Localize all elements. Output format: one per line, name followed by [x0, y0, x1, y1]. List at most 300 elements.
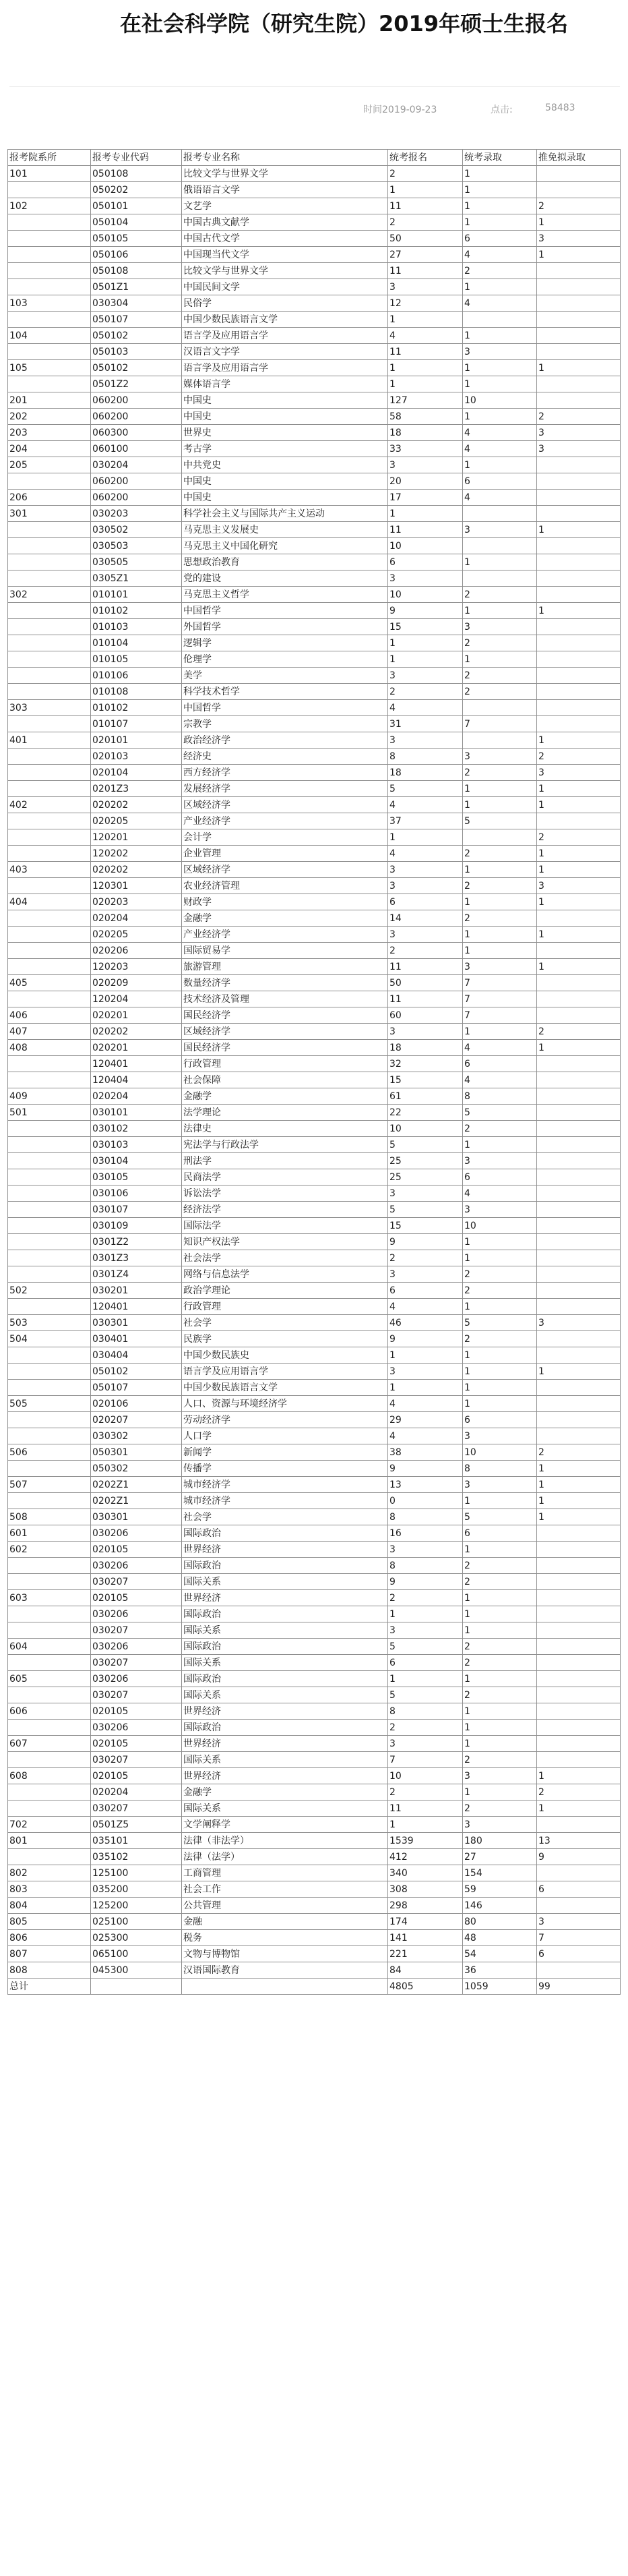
dept-cell [8, 943, 91, 959]
recommended-cell [537, 1331, 621, 1347]
admitted-cell: 6 [463, 1525, 537, 1542]
dept-cell: 101 [8, 166, 91, 182]
applicants-cell: 2 [388, 1720, 463, 1736]
major-name-cell: 会计学 [182, 829, 388, 846]
major-code-cell: 030207 [91, 1687, 182, 1703]
table-row [8, 1266, 621, 1283]
major-name-cell: 社会工作 [182, 1881, 388, 1898]
major-name-cell: 金融学 [182, 910, 388, 927]
table-row [8, 1428, 621, 1444]
applicants-cell: 5 [388, 1639, 463, 1655]
table-row [8, 1558, 621, 1574]
column-header: 统考录取 [463, 150, 537, 166]
recommended-cell: 1 [537, 360, 621, 376]
table-row [8, 1752, 621, 1768]
dept-cell [8, 376, 91, 392]
major-code-cell: 060200 [91, 473, 182, 490]
applicants-cell: 1539 [388, 1833, 463, 1849]
major-code-cell: 120203 [91, 959, 182, 975]
admitted-cell: 2 [463, 1283, 537, 1299]
major-code-cell: 060200 [91, 409, 182, 425]
admitted-cell: 3 [463, 522, 537, 538]
dept-cell [8, 1558, 91, 1574]
applicants-cell: 12 [388, 295, 463, 312]
applicants-cell: 4 [388, 797, 463, 813]
admitted-cell: 2 [463, 1266, 537, 1283]
applicants-cell: 2 [388, 684, 463, 700]
applicants-cell: 6 [388, 554, 463, 570]
major-name-cell: 民商法学 [182, 1169, 388, 1185]
major-code-cell: 020205 [91, 927, 182, 943]
admitted-cell: 2 [463, 1639, 537, 1655]
admitted-cell: 2 [463, 587, 537, 603]
major-name-cell: 财政学 [182, 894, 388, 910]
recommended-cell [537, 587, 621, 603]
recommended-cell [537, 910, 621, 927]
major-code-cell: 030207 [91, 1574, 182, 1590]
recommended-cell [537, 1671, 621, 1687]
applicants-cell: 5 [388, 1687, 463, 1703]
recommended-cell [537, 166, 621, 182]
major-code-cell: 020103 [91, 749, 182, 765]
dept-cell [8, 473, 91, 490]
dept-cell: 505 [8, 1396, 91, 1412]
recommended-cell [537, 506, 621, 522]
major-name-cell: 社会法学 [182, 1250, 388, 1266]
admitted-cell: 1 [463, 1380, 537, 1396]
recommended-cell: 1 [537, 214, 621, 231]
dept-cell: 606 [8, 1703, 91, 1720]
major-code-cell: 030106 [91, 1185, 182, 1202]
major-code-cell: 060200 [91, 490, 182, 506]
page-title: 在社会科学院（研究生院）2019年硕士生报名 [120, 11, 569, 36]
table-row [8, 716, 621, 732]
recommended-cell [537, 376, 621, 392]
recommended-cell [537, 1056, 621, 1072]
major-code-cell: 030301 [91, 1509, 182, 1525]
recommended-cell: 1 [537, 1801, 621, 1817]
recommended-cell: 1 [537, 603, 621, 619]
applicants-cell: 3 [388, 1542, 463, 1558]
major-name-cell: 城市经济学 [182, 1493, 388, 1509]
dept-cell: 602 [8, 1542, 91, 1558]
admitted-cell: 5 [463, 1315, 537, 1331]
major-code-cell: 120301 [91, 878, 182, 894]
admitted-cell [463, 312, 537, 328]
major-name-cell: 中国史 [182, 392, 388, 409]
recommended-cell: 1 [537, 927, 621, 943]
admitted-cell: 1 [463, 1347, 537, 1364]
applicants-cell: 3 [388, 570, 463, 587]
admitted-cell: 1 [463, 1364, 537, 1380]
admitted-cell: 3 [463, 1202, 537, 1218]
table-row [8, 1784, 621, 1801]
major-name-cell: 国际政治 [182, 1639, 388, 1655]
major-code-cell: 050107 [91, 1380, 182, 1396]
recommended-cell: 1 [537, 846, 621, 862]
applicants-cell: 1 [388, 1380, 463, 1396]
admitted-cell: 1 [463, 943, 537, 959]
dept-cell [8, 1752, 91, 1768]
table-row [8, 651, 621, 668]
table-row [8, 781, 621, 797]
dept-cell [8, 1137, 91, 1153]
admitted-cell: 2 [463, 1558, 537, 1574]
major-name-cell: 区域经济学 [182, 862, 388, 878]
major-code-cell: 035102 [91, 1849, 182, 1865]
admitted-cell: 80 [463, 1914, 537, 1930]
major-code-cell: 010107 [91, 716, 182, 732]
admitted-cell: 1 [463, 409, 537, 425]
major-name-cell: 国际政治 [182, 1671, 388, 1687]
major-name-cell: 中国哲学 [182, 700, 388, 716]
major-code-cell: 010101 [91, 587, 182, 603]
major-name-cell: 伦理学 [182, 651, 388, 668]
table-row [8, 846, 621, 862]
table-row [8, 231, 621, 247]
table-row [8, 554, 621, 570]
admitted-cell: 1 [463, 603, 537, 619]
recommended-cell [537, 1153, 621, 1169]
admitted-cell: 3 [463, 1153, 537, 1169]
major-code-cell: 025100 [91, 1914, 182, 1930]
applicants-cell: 11 [388, 959, 463, 975]
table-row [8, 603, 621, 619]
major-name-cell: 国际政治 [182, 1558, 388, 1574]
dept-cell [8, 765, 91, 781]
major-name-cell: 国际法学 [182, 1218, 388, 1234]
dept-cell: 806 [8, 1930, 91, 1946]
applicants-cell: 8 [388, 1558, 463, 1574]
dept-cell: 404 [8, 894, 91, 910]
admitted-cell: 154 [463, 1865, 537, 1881]
admitted-cell: 146 [463, 1898, 537, 1914]
dept-cell: 206 [8, 490, 91, 506]
recommended-cell: 13 [537, 1833, 621, 1849]
major-name-cell: 语言学及应用语言学 [182, 360, 388, 376]
major-code-cell: 120401 [91, 1056, 182, 1072]
table-row [8, 1461, 621, 1477]
applicants-cell: 18 [388, 1040, 463, 1056]
admitted-cell: 6 [463, 1056, 537, 1072]
dept-cell [8, 214, 91, 231]
major-code-cell: 030301 [91, 1315, 182, 1331]
table-row [8, 797, 621, 813]
dept-cell: 104 [8, 328, 91, 344]
admitted-cell: 1 [463, 862, 537, 878]
major-name-cell: 国际关系 [182, 1655, 388, 1671]
major-code-cell: 010104 [91, 635, 182, 651]
admitted-cell: 2 [463, 765, 537, 781]
admitted-cell: 2 [463, 910, 537, 927]
recommended-cell [537, 991, 621, 1007]
applicants-cell: 8 [388, 1509, 463, 1525]
major-code-cell: 030107 [91, 1202, 182, 1218]
applicants-cell: 11 [388, 991, 463, 1007]
major-name-cell: 法律（非法学） [182, 1833, 388, 1849]
major-code-cell: 030201 [91, 1283, 182, 1299]
applicants-cell: 5 [388, 781, 463, 797]
major-name-cell: 国民经济学 [182, 1007, 388, 1024]
dept-cell [8, 1169, 91, 1185]
applicants-cell: 4 [388, 328, 463, 344]
admitted-cell: 10 [463, 1444, 537, 1461]
table-row [8, 765, 621, 781]
major-code-cell: 0202Z1 [91, 1493, 182, 1509]
recommended-cell [537, 1817, 621, 1833]
recommended-cell [537, 182, 621, 198]
clicks-label: 点击: [491, 105, 513, 115]
major-name-cell: 法律史 [182, 1121, 388, 1137]
recommended-cell [537, 975, 621, 991]
major-code-cell: 0501Z5 [91, 1817, 182, 1833]
table-row [8, 409, 621, 425]
major-code-cell: 120404 [91, 1072, 182, 1088]
major-code-cell: 120401 [91, 1299, 182, 1315]
dept-cell: 607 [8, 1736, 91, 1752]
table-row [8, 991, 621, 1007]
major-name-cell: 世界经济 [182, 1542, 388, 1558]
major-code-cell: 010105 [91, 651, 182, 668]
admitted-cell [463, 732, 537, 749]
column-header: 报考专业名称 [182, 150, 388, 166]
recommended-cell [537, 392, 621, 409]
table-row [8, 214, 621, 231]
recommended-cell [537, 1347, 621, 1364]
recommended-cell [537, 1542, 621, 1558]
dept-cell: 605 [8, 1671, 91, 1687]
admitted-cell: 1 [463, 781, 537, 797]
applicants-cell: 11 [388, 263, 463, 279]
admitted-cell: 2 [463, 878, 537, 894]
table-row [8, 1833, 621, 1849]
applicants-cell: 4 [388, 1428, 463, 1444]
major-code-cell: 125100 [91, 1865, 182, 1881]
major-name-cell: 西方经济学 [182, 765, 388, 781]
major-name-cell: 公共管理 [182, 1898, 388, 1914]
table-row [8, 490, 621, 506]
major-name-cell: 世界经济 [182, 1590, 388, 1606]
major-code-cell: 010103 [91, 619, 182, 635]
major-name-cell: 网络与信息法学 [182, 1266, 388, 1283]
admitted-cell: 54 [463, 1946, 537, 1962]
recommended-cell: 1 [537, 1768, 621, 1784]
major-name-cell: 农业经济管理 [182, 878, 388, 894]
applicants-cell: 2 [388, 943, 463, 959]
major-name-cell: 法律（法学） [182, 1849, 388, 1865]
applicants-cell: 15 [388, 1218, 463, 1234]
admitted-cell: 1 [463, 1590, 537, 1606]
table-row [8, 1105, 621, 1121]
major-name-cell: 人口、资源与环境经济学 [182, 1396, 388, 1412]
admitted-cell: 2 [463, 635, 537, 651]
applicants-cell: 20 [388, 473, 463, 490]
applicants-cell: 0 [388, 1493, 463, 1509]
table-row [8, 1881, 621, 1898]
major-name-cell: 经济法学 [182, 1202, 388, 1218]
recommended-cell: 6 [537, 1881, 621, 1898]
major-code-cell: 030206 [91, 1606, 182, 1622]
major-code-cell: 020203 [91, 894, 182, 910]
major-name-cell: 国际关系 [182, 1687, 388, 1703]
table-row [8, 295, 621, 312]
major-code-cell: 030502 [91, 522, 182, 538]
table-row [8, 538, 621, 554]
dept-cell: 303 [8, 700, 91, 716]
table-row [8, 1380, 621, 1396]
dept-cell [8, 538, 91, 554]
major-code-cell: 050301 [91, 1444, 182, 1461]
table-row [8, 570, 621, 587]
applicants-cell: 58 [388, 409, 463, 425]
applicants-cell: 1 [388, 376, 463, 392]
dept-cell [8, 182, 91, 198]
major-code-cell: 020204 [91, 910, 182, 927]
major-name-cell: 民俗学 [182, 295, 388, 312]
recommended-cell [537, 1639, 621, 1655]
table-row [8, 198, 621, 214]
major-code-cell: 050102 [91, 328, 182, 344]
applicants-cell: 1 [388, 635, 463, 651]
dept-cell: 205 [8, 457, 91, 473]
recommended-cell: 3 [537, 441, 621, 457]
table-row [8, 1801, 621, 1817]
major-code-cell: 025300 [91, 1930, 182, 1946]
dept-cell: 604 [8, 1639, 91, 1655]
applicants-cell: 7 [388, 1752, 463, 1768]
table-row [8, 1347, 621, 1364]
major-code-cell: 050105 [91, 231, 182, 247]
table-row [8, 1072, 621, 1088]
table-row [8, 975, 621, 991]
recommended-cell [537, 1412, 621, 1428]
recommended-cell [537, 1234, 621, 1250]
major-code-cell: 120202 [91, 846, 182, 862]
recommended-cell: 2 [537, 409, 621, 425]
recommended-cell: 2 [537, 198, 621, 214]
applicants-cell: 1 [388, 829, 463, 846]
table-row [8, 441, 621, 457]
major-code-cell: 030302 [91, 1428, 182, 1444]
table-row [8, 1412, 621, 1428]
table-row [8, 749, 621, 765]
recommended-cell [537, 1558, 621, 1574]
dept-cell: 102 [8, 198, 91, 214]
admitted-cell: 1 [463, 1622, 537, 1639]
admitted-cell: 4 [463, 1185, 537, 1202]
applicants-cell: 3 [388, 457, 463, 473]
table-row [8, 473, 621, 490]
major-code-cell: 120204 [91, 991, 182, 1007]
title-divider [9, 86, 620, 87]
recommended-cell [537, 668, 621, 684]
recommended-cell: 1 [537, 1493, 621, 1509]
major-code-cell: 045300 [91, 1962, 182, 1979]
recommended-cell: 3 [537, 1914, 621, 1930]
recommended-cell [537, 1752, 621, 1768]
major-name-cell: 行政管理 [182, 1299, 388, 1315]
applicants-cell: 3 [388, 1364, 463, 1380]
major-name-cell: 社会学 [182, 1509, 388, 1525]
major-name-cell: 中国哲学 [182, 603, 388, 619]
admitted-cell: 6 [463, 231, 537, 247]
table-row [8, 1622, 621, 1639]
applicants-cell: 412 [388, 1849, 463, 1865]
dept-cell: 301 [8, 506, 91, 522]
admitted-cell [463, 506, 537, 522]
table-row [8, 279, 621, 295]
dept-cell [8, 635, 91, 651]
admitted-cell: 27 [463, 1849, 537, 1865]
major-code-cell: 010108 [91, 684, 182, 700]
major-code-cell: 125200 [91, 1898, 182, 1914]
recommended-cell: 3 [537, 1315, 621, 1331]
recommended-cell: 1 [537, 862, 621, 878]
major-code-cell: 030505 [91, 554, 182, 570]
major-name-cell: 中国少数民族史 [182, 1347, 388, 1364]
major-code-cell: 030203 [91, 506, 182, 522]
recommended-cell [537, 716, 621, 732]
table-row [8, 1218, 621, 1234]
table-row [8, 829, 621, 846]
admitted-cell: 8 [463, 1461, 537, 1477]
table-row [8, 1898, 621, 1914]
column-header: 统考报名 [388, 150, 463, 166]
major-code-cell: 020101 [91, 732, 182, 749]
major-name-cell: 国际政治 [182, 1606, 388, 1622]
dept-cell [8, 603, 91, 619]
table-row [8, 263, 621, 279]
recommended-cell [537, 1266, 621, 1283]
major-name-cell: 国际政治 [182, 1525, 388, 1542]
dept-cell: 503 [8, 1315, 91, 1331]
table-row [8, 1088, 621, 1105]
applicants-cell: 1 [388, 1606, 463, 1622]
major-name-cell: 文学阐释学 [182, 1817, 388, 1833]
admitted-cell: 1 [463, 1137, 537, 1153]
major-code-cell: 020206 [91, 943, 182, 959]
dept-cell: 302 [8, 587, 91, 603]
applicants-cell: 174 [388, 1914, 463, 1930]
table-row [8, 1509, 621, 1525]
recommended-cell: 7 [537, 1930, 621, 1946]
major-name-cell: 世界经济 [182, 1736, 388, 1752]
major-code-cell: 030207 [91, 1655, 182, 1671]
recommended-cell: 2 [537, 829, 621, 846]
table-row [8, 1914, 621, 1930]
admitted-cell: 10 [463, 392, 537, 409]
applicants-cell: 18 [388, 425, 463, 441]
admitted-cell: 3 [463, 1817, 537, 1833]
table-row [8, 1024, 621, 1040]
admitted-cell: 2 [463, 1574, 537, 1590]
recommended-cell: 3 [537, 765, 621, 781]
admitted-cell: 180 [463, 1833, 537, 1849]
dept-cell: 808 [8, 1962, 91, 1979]
applicants-cell: 1 [388, 651, 463, 668]
dept-cell [8, 1153, 91, 1169]
recommended-cell: 3 [537, 878, 621, 894]
dept-cell: 408 [8, 1040, 91, 1056]
applicants-cell: 3 [388, 1736, 463, 1752]
applicants-cell: 1 [388, 1671, 463, 1687]
applicants-cell: 5 [388, 1202, 463, 1218]
applicants-cell: 13 [388, 1477, 463, 1493]
major-code-cell: 020201 [91, 1007, 182, 1024]
column-header: 推免拟录取 [537, 150, 621, 166]
table-row [8, 1185, 621, 1202]
dept-cell [8, 829, 91, 846]
